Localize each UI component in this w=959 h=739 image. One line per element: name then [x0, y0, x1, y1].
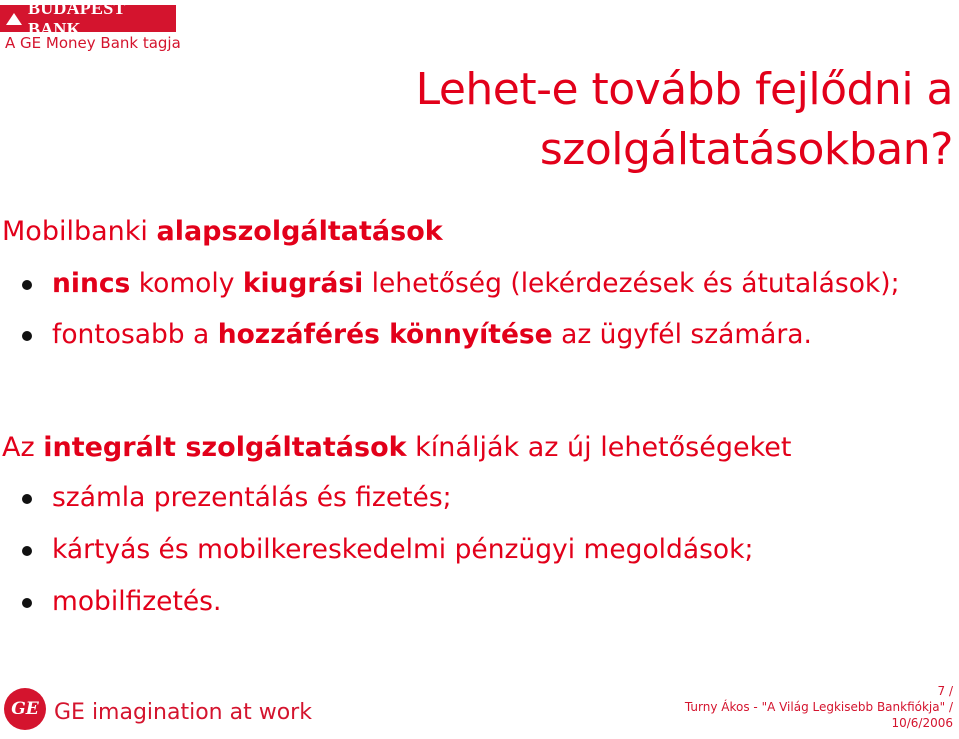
page-number: 7 / — [937, 684, 953, 698]
section1-heading-bold: alapszolgáltatások — [156, 216, 443, 247]
section1-list — [0, 266, 959, 368]
bullet-bold: kiugrási — [242, 268, 364, 299]
slide-title — [416, 60, 953, 180]
footer-info — [685, 683, 953, 731]
footer-date: 10/6/2006 — [891, 716, 953, 730]
ge-monogram: GE — [11, 699, 39, 719]
list-item — [0, 532, 959, 584]
list-item — [0, 584, 959, 636]
bullet-text: számla prezentálás és fizetés; — [52, 482, 452, 513]
section1-heading-prefix: Mobilbanki — [2, 216, 157, 247]
logo-triangle-icon — [6, 13, 22, 25]
bullet-text: lehetőség (lekérdezések és átutalások); — [363, 268, 900, 299]
bullet-text: fontosabb a — [52, 319, 218, 350]
section2-list — [0, 480, 959, 636]
bullet-bold: nincs — [52, 268, 131, 299]
bullet-text: az ügyfél számára. — [552, 319, 812, 350]
bullet-bold: hozzáférés könnyítése — [217, 319, 553, 350]
section2-heading-prefix: Az — [2, 432, 44, 463]
logo-subtitle: A GE Money Bank tagja — [5, 34, 181, 52]
presenter-line: Turny Ákos - "A Világ Legkisebb Bankfiókja" / — [684, 700, 953, 714]
ge-tagline: GE imagination at work — [54, 700, 312, 725]
bullet-icon — [22, 598, 32, 608]
section1-heading — [2, 214, 443, 250]
section2-heading-bold: integrált szolgáltatások — [43, 432, 407, 463]
slide-title-line1: Lehet-e tovább fejlődni a — [415, 64, 953, 115]
bullet-text: mobilfizetés. — [52, 586, 222, 617]
list-item — [0, 317, 959, 368]
bullet-icon — [22, 331, 32, 341]
section2-heading-suffix: kínálják az új lehetőségeket — [406, 432, 792, 463]
bullet-text: kártyás és mobilkereskedelmi pénzügyi megoldások; — [52, 534, 754, 565]
bullet-icon — [22, 494, 32, 504]
ge-logo-icon — [4, 688, 46, 730]
bullet-icon — [22, 280, 32, 290]
list-item — [0, 266, 959, 317]
bullet-icon — [22, 546, 32, 556]
bullet-text: komoly — [130, 268, 243, 299]
section2-heading — [2, 430, 791, 466]
list-item — [0, 480, 959, 532]
budapest-bank-logo — [0, 0, 176, 39]
logo-text: BUDAPEST BANK — [28, 0, 126, 39]
slide-title-line2: szolgáltatásokban? — [539, 124, 953, 175]
